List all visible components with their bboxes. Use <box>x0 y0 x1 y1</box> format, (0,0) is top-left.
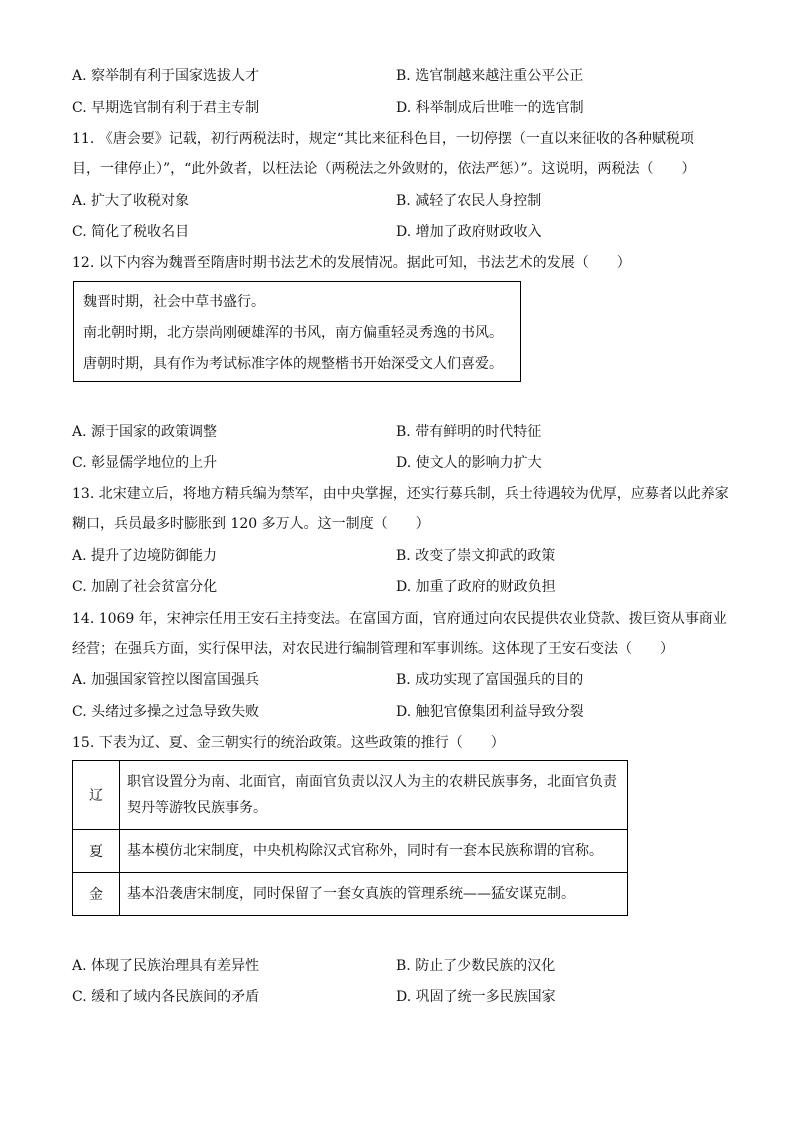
q15-stem: 15. 下表为辽、夏、金三朝实行的统治政策。这些政策的推行（ ） <box>72 735 505 751</box>
q15-policy-table <box>72 760 628 916</box>
q12-option-a: A. 源于国家的政策调整 <box>72 424 218 440</box>
q14-option-d: D. 触犯官僚集团利益导致分裂 <box>396 704 584 720</box>
q13-stem-line1: 13. 北宋建立后，将地方精兵编为禁军，由中央掌握，还实行募兵制，兵士待遇较为优厚，应募者以此养家 <box>72 486 729 502</box>
q12-material-line: 魏晋时期，社会中草书盛行。 <box>83 294 265 310</box>
q12-option-c: C. 彰显儒学地位的上升 <box>72 455 218 471</box>
q13-stem-line2: 糊口，兵员最多时膨胀到 120 多万人。这一制度（ ） <box>72 516 430 532</box>
table-row <box>73 873 628 916</box>
table-cell-dynasty: 辽 <box>73 761 120 830</box>
q15-option-d: D. 巩固了统一多民族国家 <box>396 989 556 1005</box>
q11-stem-line2: 目，一律停止）”，“此外敛者，以枉法论（两税法之外敛财的，依法严惩）”。这说明，两税法（ ） <box>72 161 696 177</box>
q11-option-d: D. 增加了政府财政收入 <box>396 224 542 240</box>
table-row <box>73 830 628 873</box>
q14-stem-line1: 14. 1069 年，宋神宗任用王安石主持变法。在富国方面，官府通过向农民提供农业贷款、拨巨资从事商业 <box>72 611 727 627</box>
q10-option-b: B. 选官制越来越注重公平公正 <box>396 68 584 84</box>
q15-option-c: C. 缓和了域内各民族间的矛盾 <box>72 989 260 1005</box>
q12-stem: 12. 以下内容为魏晋至隋唐时期书法艺术的发展情况。据此可知，书法艺术的发展（ ） <box>72 255 631 271</box>
q15-option-a: A. 体现了民族治理具有差异性 <box>72 958 260 974</box>
q10-option-c: C. 早期选官制有利于君主专制 <box>72 100 260 116</box>
q13-option-b: B. 改变了崇文抑武的政策 <box>396 548 556 564</box>
q14-option-b: B. 成功实现了富国强兵的目的 <box>396 672 584 688</box>
q12-material-box <box>73 281 521 382</box>
table-cell-policy: 职官设置分为南、北面官，南面官负责以汉人为主的农耕民族事务，北面官负责契丹等游牧民族事务。 <box>120 761 628 830</box>
q13-option-a: A. 提升了边境防御能力 <box>72 548 218 564</box>
q13-option-d: D. 加重了政府的财政负担 <box>396 579 556 595</box>
q15-option-b: B. 防止了少数民族的汉化 <box>396 958 556 974</box>
q10-option-a: A. 察举制有利于国家选拔人才 <box>72 68 260 84</box>
q14-stem-line2: 经营；在强兵方面，实行保甲法，对农民进行编制管理和军事训练。这体现了王安石变法（ ） <box>72 641 674 657</box>
q11-option-a: A. 扩大了收税对象 <box>72 193 190 209</box>
q12-material-line: 唐朝时期，具有作为考试标准字体的规整楷书开始深受文人们喜爱。 <box>83 356 503 372</box>
q12-option-d: D. 使文人的影响力扩大 <box>396 455 542 471</box>
table-cell-policy: 基本模仿北宋制度，中央机构除汉式官称外，同时有一套本民族称谓的官称。 <box>120 830 628 873</box>
q11-stem-line1: 11. 《唐会要》记载，初行两税法时，规定“其比来征科色目，一切停摆（一直以来征收的各种赋税项 <box>72 131 694 147</box>
table-cell-dynasty: 夏 <box>73 830 120 873</box>
table-cell-dynasty: 金 <box>73 873 120 916</box>
table-row <box>73 761 628 830</box>
q11-option-c: C. 简化了税收名目 <box>72 224 190 240</box>
q14-option-a: A. 加强国家管控以图富国强兵 <box>72 672 260 688</box>
q12-option-b: B. 带有鲜明的时代特征 <box>396 424 542 440</box>
q10-option-d: D. 科举制成后世唯一的选官制 <box>396 100 584 116</box>
q13-option-c: C. 加剧了社会贫富分化 <box>72 579 218 595</box>
q12-material-line: 南北朝时期，北方崇尚刚硬雄浑的书风，南方偏重轻灵秀逸的书风。 <box>83 325 503 341</box>
q14-option-c: C. 头绪过多操之过急导致失败 <box>72 704 260 720</box>
q11-option-b: B. 减轻了农民人身控制 <box>396 193 542 209</box>
table-cell-policy: 基本沿袭唐宋制度，同时保留了一套女真族的管理系统——猛安谋克制。 <box>120 873 628 916</box>
